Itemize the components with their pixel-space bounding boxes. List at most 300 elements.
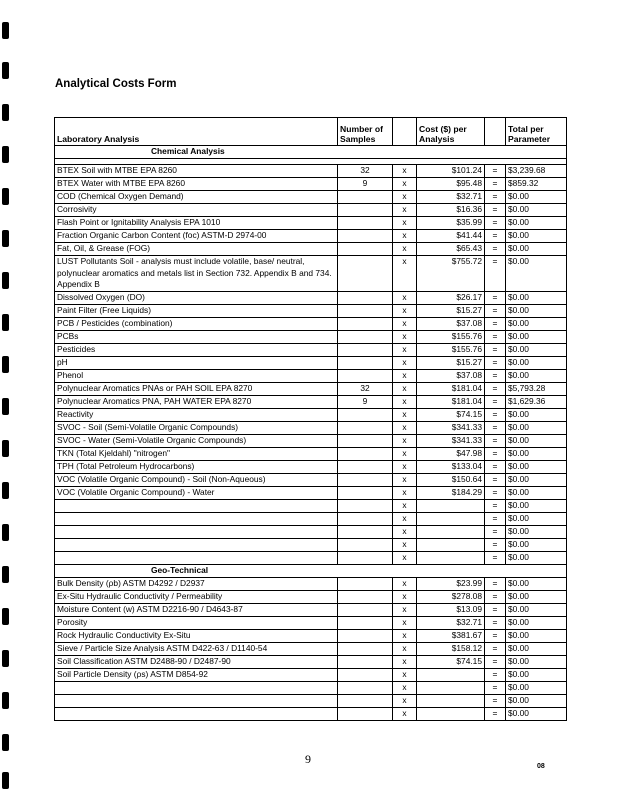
samples-cell — [338, 330, 393, 343]
analysis-cell — [55, 551, 338, 564]
table-row — [55, 642, 567, 655]
multiply-cell: x — [393, 317, 417, 330]
equals-cell: = — [485, 616, 506, 629]
table-row — [55, 395, 567, 408]
equals-cell: = — [485, 356, 506, 369]
equals-cell: = — [485, 473, 506, 486]
multiply-cell: x — [393, 525, 417, 538]
samples-cell — [338, 230, 393, 243]
samples-cell — [338, 191, 393, 204]
samples-cell — [338, 473, 393, 486]
analysis-cell: TPH (Total Petroleum Hydrocarbons) — [55, 460, 338, 473]
samples-cell — [338, 291, 393, 304]
total-cell: $0.00 — [506, 629, 567, 642]
table-row — [55, 590, 567, 603]
total-cell: $0.00 — [506, 343, 567, 356]
samples-cell — [338, 681, 393, 694]
cost-cell: $755.72 — [417, 256, 485, 292]
section-heading-geo: Geo-Technical — [55, 564, 567, 577]
total-cell: $0.00 — [506, 538, 567, 551]
equals-cell: = — [485, 421, 506, 434]
table-row — [55, 230, 567, 243]
equals-cell: = — [485, 577, 506, 590]
analysis-cell: Rock Hydraulic Conductivity Ex-Situ — [55, 629, 338, 642]
total-cell: $0.00 — [506, 616, 567, 629]
analytical-costs-table — [54, 117, 567, 721]
equals-cell: = — [485, 525, 506, 538]
total-cell: $0.00 — [506, 525, 567, 538]
total-cell: $0.00 — [506, 204, 567, 217]
equals-cell: = — [485, 590, 506, 603]
cost-cell: $74.15 — [417, 408, 485, 421]
table-row — [55, 655, 567, 668]
cost-cell: $35.99 — [417, 217, 485, 230]
equals-cell: = — [485, 629, 506, 642]
samples-cell: 9 — [338, 395, 393, 408]
total-cell: $0.00 — [506, 460, 567, 473]
table-row — [55, 551, 567, 564]
table-row — [55, 421, 567, 434]
analysis-cell: Polynuclear Aromatics PNAs or PAH SOIL EPA 8270 — [55, 382, 338, 395]
equals-cell: = — [485, 217, 506, 230]
analysis-cell — [55, 538, 338, 551]
analysis-cell: Ex-Situ Hydraulic Conductivity / Permeability — [55, 590, 338, 603]
equals-cell: = — [485, 165, 506, 178]
equals-cell: = — [485, 707, 506, 720]
total-cell: $0.00 — [506, 447, 567, 460]
multiply-cell: x — [393, 538, 417, 551]
table-row — [55, 317, 567, 330]
table-row — [55, 369, 567, 382]
cost-cell: $74.15 — [417, 655, 485, 668]
analysis-cell — [55, 499, 338, 512]
table-row — [55, 460, 567, 473]
analysis-cell: TKN (Total Kjeldahl) "nitrogen" — [55, 447, 338, 460]
table-row — [55, 473, 567, 486]
analysis-cell: Pesticides — [55, 343, 338, 356]
multiply-cell: x — [393, 473, 417, 486]
equals-cell: = — [485, 204, 506, 217]
equals-cell: = — [485, 668, 506, 681]
table-row — [55, 204, 567, 217]
total-cell: $0.00 — [506, 191, 567, 204]
samples-cell — [338, 499, 393, 512]
cost-cell — [417, 525, 485, 538]
samples-cell — [338, 590, 393, 603]
cost-cell: $15.27 — [417, 304, 485, 317]
total-cell: $0.00 — [506, 230, 567, 243]
binder-hole — [2, 22, 9, 39]
equals-cell: = — [485, 512, 506, 525]
analysis-cell: Moisture Content (w) ASTM D2216-90 / D4643-87 — [55, 603, 338, 616]
equals-cell: = — [485, 256, 506, 292]
cost-cell: $95.48 — [417, 178, 485, 191]
analysis-cell: Dissolved Oxygen (DO) — [55, 291, 338, 304]
table-row — [55, 447, 567, 460]
total-cell: $0.00 — [506, 291, 567, 304]
binder-hole — [2, 692, 9, 709]
col-header-x — [393, 118, 417, 146]
analysis-cell: PCB / Pesticides (combination) — [55, 317, 338, 330]
table-row — [55, 217, 567, 230]
samples-cell: 9 — [338, 178, 393, 191]
table-row — [55, 616, 567, 629]
total-cell: $0.00 — [506, 577, 567, 590]
analysis-cell: SVOC - Soil (Semi-Volatile Organic Compounds) — [55, 421, 338, 434]
table-row — [55, 668, 567, 681]
multiply-cell: x — [393, 629, 417, 642]
table-row — [55, 178, 567, 191]
analysis-cell — [55, 707, 338, 720]
cost-cell: $37.08 — [417, 369, 485, 382]
binder-hole — [2, 524, 9, 541]
equals-cell: = — [485, 447, 506, 460]
multiply-cell: x — [393, 460, 417, 473]
samples-cell — [338, 343, 393, 356]
cost-cell — [417, 681, 485, 694]
cost-cell: $158.12 — [417, 642, 485, 655]
cost-cell — [417, 707, 485, 720]
cost-cell: $101.24 — [417, 165, 485, 178]
binder-hole — [2, 356, 9, 373]
binder-hole — [2, 772, 9, 789]
equals-cell: = — [485, 304, 506, 317]
total-cell: $0.00 — [506, 243, 567, 256]
table-row — [55, 165, 567, 178]
analysis-cell: Soil Particle Density (ρs) ASTM D854-92 — [55, 668, 338, 681]
analysis-cell: BTEX Soil with MTBE EPA 8260 — [55, 165, 338, 178]
samples-cell — [338, 369, 393, 382]
total-cell: $0.00 — [506, 681, 567, 694]
table-row — [55, 681, 567, 694]
table-row — [55, 256, 567, 292]
total-cell: $0.00 — [506, 590, 567, 603]
equals-cell: = — [485, 191, 506, 204]
analysis-cell: VOC (Volatile Organic Compound) - Soil (Non-Aqueous) — [55, 473, 338, 486]
equals-cell: = — [485, 243, 506, 256]
chemical-analysis-section — [55, 146, 567, 565]
table-row — [55, 243, 567, 256]
cost-cell — [417, 668, 485, 681]
geo-technical-section — [55, 564, 567, 720]
total-cell: $0.00 — [506, 356, 567, 369]
table-row — [55, 707, 567, 720]
table-row — [55, 356, 567, 369]
multiply-cell: x — [393, 382, 417, 395]
binder-hole — [2, 650, 9, 667]
total-cell: $0.00 — [506, 603, 567, 616]
table-header-row — [55, 118, 567, 146]
cost-cell: $155.76 — [417, 330, 485, 343]
total-cell: $0.00 — [506, 421, 567, 434]
equals-cell: = — [485, 395, 506, 408]
total-cell: $0.00 — [506, 499, 567, 512]
equals-cell: = — [485, 291, 506, 304]
table-row — [55, 191, 567, 204]
binder-hole — [2, 482, 9, 499]
analysis-cell: pH — [55, 356, 338, 369]
analysis-cell: VOC (Volatile Organic Compound) - Water — [55, 486, 338, 499]
multiply-cell: x — [393, 707, 417, 720]
analysis-cell — [55, 512, 338, 525]
samples-cell — [338, 538, 393, 551]
analysis-cell: COD (Chemical Oxygen Demand) — [55, 191, 338, 204]
multiply-cell: x — [393, 304, 417, 317]
multiply-cell: x — [393, 603, 417, 616]
samples-cell — [338, 408, 393, 421]
equals-cell: = — [485, 330, 506, 343]
equals-cell: = — [485, 343, 506, 356]
cost-cell: $13.09 — [417, 603, 485, 616]
total-cell: $0.00 — [506, 434, 567, 447]
samples-cell — [338, 304, 393, 317]
total-cell: $0.00 — [506, 486, 567, 499]
samples-cell — [338, 486, 393, 499]
binder-hole — [2, 230, 9, 247]
equals-cell: = — [485, 681, 506, 694]
table-row — [55, 512, 567, 525]
total-cell: $0.00 — [506, 317, 567, 330]
equals-cell: = — [485, 178, 506, 191]
multiply-cell: x — [393, 330, 417, 343]
cost-cell: $23.99 — [417, 577, 485, 590]
multiply-cell: x — [393, 434, 417, 447]
analysis-cell: Corrosivity — [55, 204, 338, 217]
binder-holes — [0, 0, 14, 800]
samples-cell — [338, 204, 393, 217]
table-row — [55, 538, 567, 551]
col-header-analysis: Laboratory Analysis — [55, 118, 338, 146]
cost-cell — [417, 694, 485, 707]
equals-cell: = — [485, 486, 506, 499]
binder-hole — [2, 188, 9, 205]
table-row — [55, 486, 567, 499]
page-number: 9 — [305, 752, 311, 766]
table-row — [55, 382, 567, 395]
multiply-cell: x — [393, 217, 417, 230]
samples-cell — [338, 577, 393, 590]
equals-cell: = — [485, 369, 506, 382]
samples-cell: 32 — [338, 382, 393, 395]
binder-hole — [2, 146, 9, 163]
table-row — [55, 304, 567, 317]
multiply-cell: x — [393, 230, 417, 243]
cost-cell: $32.71 — [417, 191, 485, 204]
total-cell: $3,239.68 — [506, 165, 567, 178]
table-row — [55, 330, 567, 343]
samples-cell — [338, 217, 393, 230]
cost-cell: $181.04 — [417, 382, 485, 395]
multiply-cell: x — [393, 356, 417, 369]
cost-cell: $381.67 — [417, 629, 485, 642]
binder-hole — [2, 272, 9, 289]
analysis-cell: Reactivity — [55, 408, 338, 421]
col-header-samples: Number of Samples — [338, 118, 393, 146]
table-row — [55, 499, 567, 512]
cost-cell: $184.29 — [417, 486, 485, 499]
analysis-cell: Soil Classification ASTM D2488-90 / D2487-90 — [55, 655, 338, 668]
analysis-cell: Sieve / Particle Size Analysis ASTM D422-63 / D1140-54 — [55, 642, 338, 655]
cost-cell: $47.98 — [417, 447, 485, 460]
table-row — [55, 434, 567, 447]
total-cell: $0.00 — [506, 512, 567, 525]
total-cell: $0.00 — [506, 217, 567, 230]
cost-cell — [417, 538, 485, 551]
corner-mark: 08 — [537, 763, 545, 770]
analysis-cell: BTEX Water with MTBE EPA 8260 — [55, 178, 338, 191]
analysis-cell: Porosity — [55, 616, 338, 629]
samples-cell — [338, 642, 393, 655]
analysis-cell: LUST Pollutants Soil - analysis must include volatile, base/ neutral, polynuclear aromatics and metals list in Section 732. Appendix B and 734. Appendix B — [55, 256, 338, 292]
table-row — [55, 343, 567, 356]
samples-cell — [338, 512, 393, 525]
multiply-cell: x — [393, 243, 417, 256]
cost-cell — [417, 499, 485, 512]
multiply-cell: x — [393, 577, 417, 590]
binder-hole — [2, 104, 9, 121]
samples-cell — [338, 707, 393, 720]
samples-cell: 32 — [338, 165, 393, 178]
cost-cell: $16.36 — [417, 204, 485, 217]
multiply-cell: x — [393, 343, 417, 356]
table-row — [55, 603, 567, 616]
total-cell: $0.00 — [506, 642, 567, 655]
cost-cell: $26.17 — [417, 291, 485, 304]
total-cell: $859.32 — [506, 178, 567, 191]
total-cell: $0.00 — [506, 256, 567, 292]
analysis-cell — [55, 694, 338, 707]
total-cell: $0.00 — [506, 694, 567, 707]
analysis-cell: Fat, Oil, & Grease (FOG) — [55, 243, 338, 256]
equals-cell: = — [485, 655, 506, 668]
cost-cell: $341.33 — [417, 434, 485, 447]
total-cell: $5,793.28 — [506, 382, 567, 395]
form-title: Analytical Costs Form — [55, 78, 177, 90]
multiply-cell: x — [393, 165, 417, 178]
equals-cell: = — [485, 538, 506, 551]
samples-cell — [338, 256, 393, 292]
total-cell: $0.00 — [506, 369, 567, 382]
multiply-cell: x — [393, 499, 417, 512]
cost-cell: $41.44 — [417, 230, 485, 243]
cost-cell — [417, 551, 485, 564]
equals-cell: = — [485, 460, 506, 473]
analysis-cell: Bulk Density (ρb) ASTM D4292 / D2937 — [55, 577, 338, 590]
table-row — [55, 525, 567, 538]
multiply-cell: x — [393, 408, 417, 421]
multiply-cell: x — [393, 178, 417, 191]
cost-cell: $341.33 — [417, 421, 485, 434]
analysis-cell: Polynuclear Aromatics PNA, PAH WATER EPA 8270 — [55, 395, 338, 408]
table-row — [55, 577, 567, 590]
cost-cell: $133.04 — [417, 460, 485, 473]
section-heading-row — [55, 146, 567, 159]
analysis-cell: Flash Point or Ignitability Analysis EPA 1010 — [55, 217, 338, 230]
multiply-cell: x — [393, 642, 417, 655]
col-header-total: Total per Parameter — [506, 118, 567, 146]
cost-cell — [417, 512, 485, 525]
cost-cell: $150.64 — [417, 473, 485, 486]
binder-hole — [2, 62, 9, 79]
col-header-cost: Cost ($) per Analysis — [417, 118, 485, 146]
samples-cell — [338, 434, 393, 447]
multiply-cell: x — [393, 668, 417, 681]
binder-hole — [2, 398, 9, 415]
multiply-cell: x — [393, 447, 417, 460]
multiply-cell: x — [393, 204, 417, 217]
samples-cell — [338, 447, 393, 460]
multiply-cell: x — [393, 291, 417, 304]
binder-hole — [2, 314, 9, 331]
cost-cell: $37.08 — [417, 317, 485, 330]
multiply-cell: x — [393, 512, 417, 525]
cost-cell: $65.43 — [417, 243, 485, 256]
cost-cell: $278.08 — [417, 590, 485, 603]
total-cell: $0.00 — [506, 473, 567, 486]
multiply-cell: x — [393, 369, 417, 382]
equals-cell: = — [485, 408, 506, 421]
total-cell: $0.00 — [506, 304, 567, 317]
multiply-cell: x — [393, 694, 417, 707]
samples-cell — [338, 551, 393, 564]
equals-cell: = — [485, 499, 506, 512]
multiply-cell: x — [393, 191, 417, 204]
samples-cell — [338, 629, 393, 642]
table-row — [55, 291, 567, 304]
multiply-cell: x — [393, 681, 417, 694]
total-cell: $0.00 — [506, 551, 567, 564]
equals-cell: = — [485, 230, 506, 243]
samples-cell — [338, 356, 393, 369]
samples-cell — [338, 603, 393, 616]
total-cell: $1,629.36 — [506, 395, 567, 408]
col-header-eq — [485, 118, 506, 146]
cost-cell: $32.71 — [417, 616, 485, 629]
analysis-cell: Phenol — [55, 369, 338, 382]
samples-cell — [338, 460, 393, 473]
multiply-cell: x — [393, 395, 417, 408]
equals-cell: = — [485, 317, 506, 330]
binder-hole — [2, 566, 9, 583]
multiply-cell: x — [393, 551, 417, 564]
total-cell: $0.00 — [506, 655, 567, 668]
cost-cell: $15.27 — [417, 356, 485, 369]
analysis-cell: Fraction Organic Carbon Content (foc) ASTM-D 2974-00 — [55, 230, 338, 243]
multiply-cell: x — [393, 486, 417, 499]
total-cell: $0.00 — [506, 707, 567, 720]
samples-cell — [338, 525, 393, 538]
samples-cell — [338, 668, 393, 681]
cost-cell: $155.76 — [417, 343, 485, 356]
samples-cell — [338, 421, 393, 434]
table-row — [55, 408, 567, 421]
multiply-cell: x — [393, 590, 417, 603]
section-heading-row — [55, 564, 567, 577]
binder-hole — [2, 734, 9, 751]
analysis-cell: PCBs — [55, 330, 338, 343]
total-cell: $0.00 — [506, 330, 567, 343]
total-cell: $0.00 — [506, 668, 567, 681]
table-row — [55, 629, 567, 642]
samples-cell — [338, 694, 393, 707]
equals-cell: = — [485, 551, 506, 564]
multiply-cell: x — [393, 421, 417, 434]
equals-cell: = — [485, 694, 506, 707]
samples-cell — [338, 243, 393, 256]
section-heading-chemical: Chemical Analysis — [55, 146, 567, 159]
samples-cell — [338, 317, 393, 330]
total-cell: $0.00 — [506, 408, 567, 421]
